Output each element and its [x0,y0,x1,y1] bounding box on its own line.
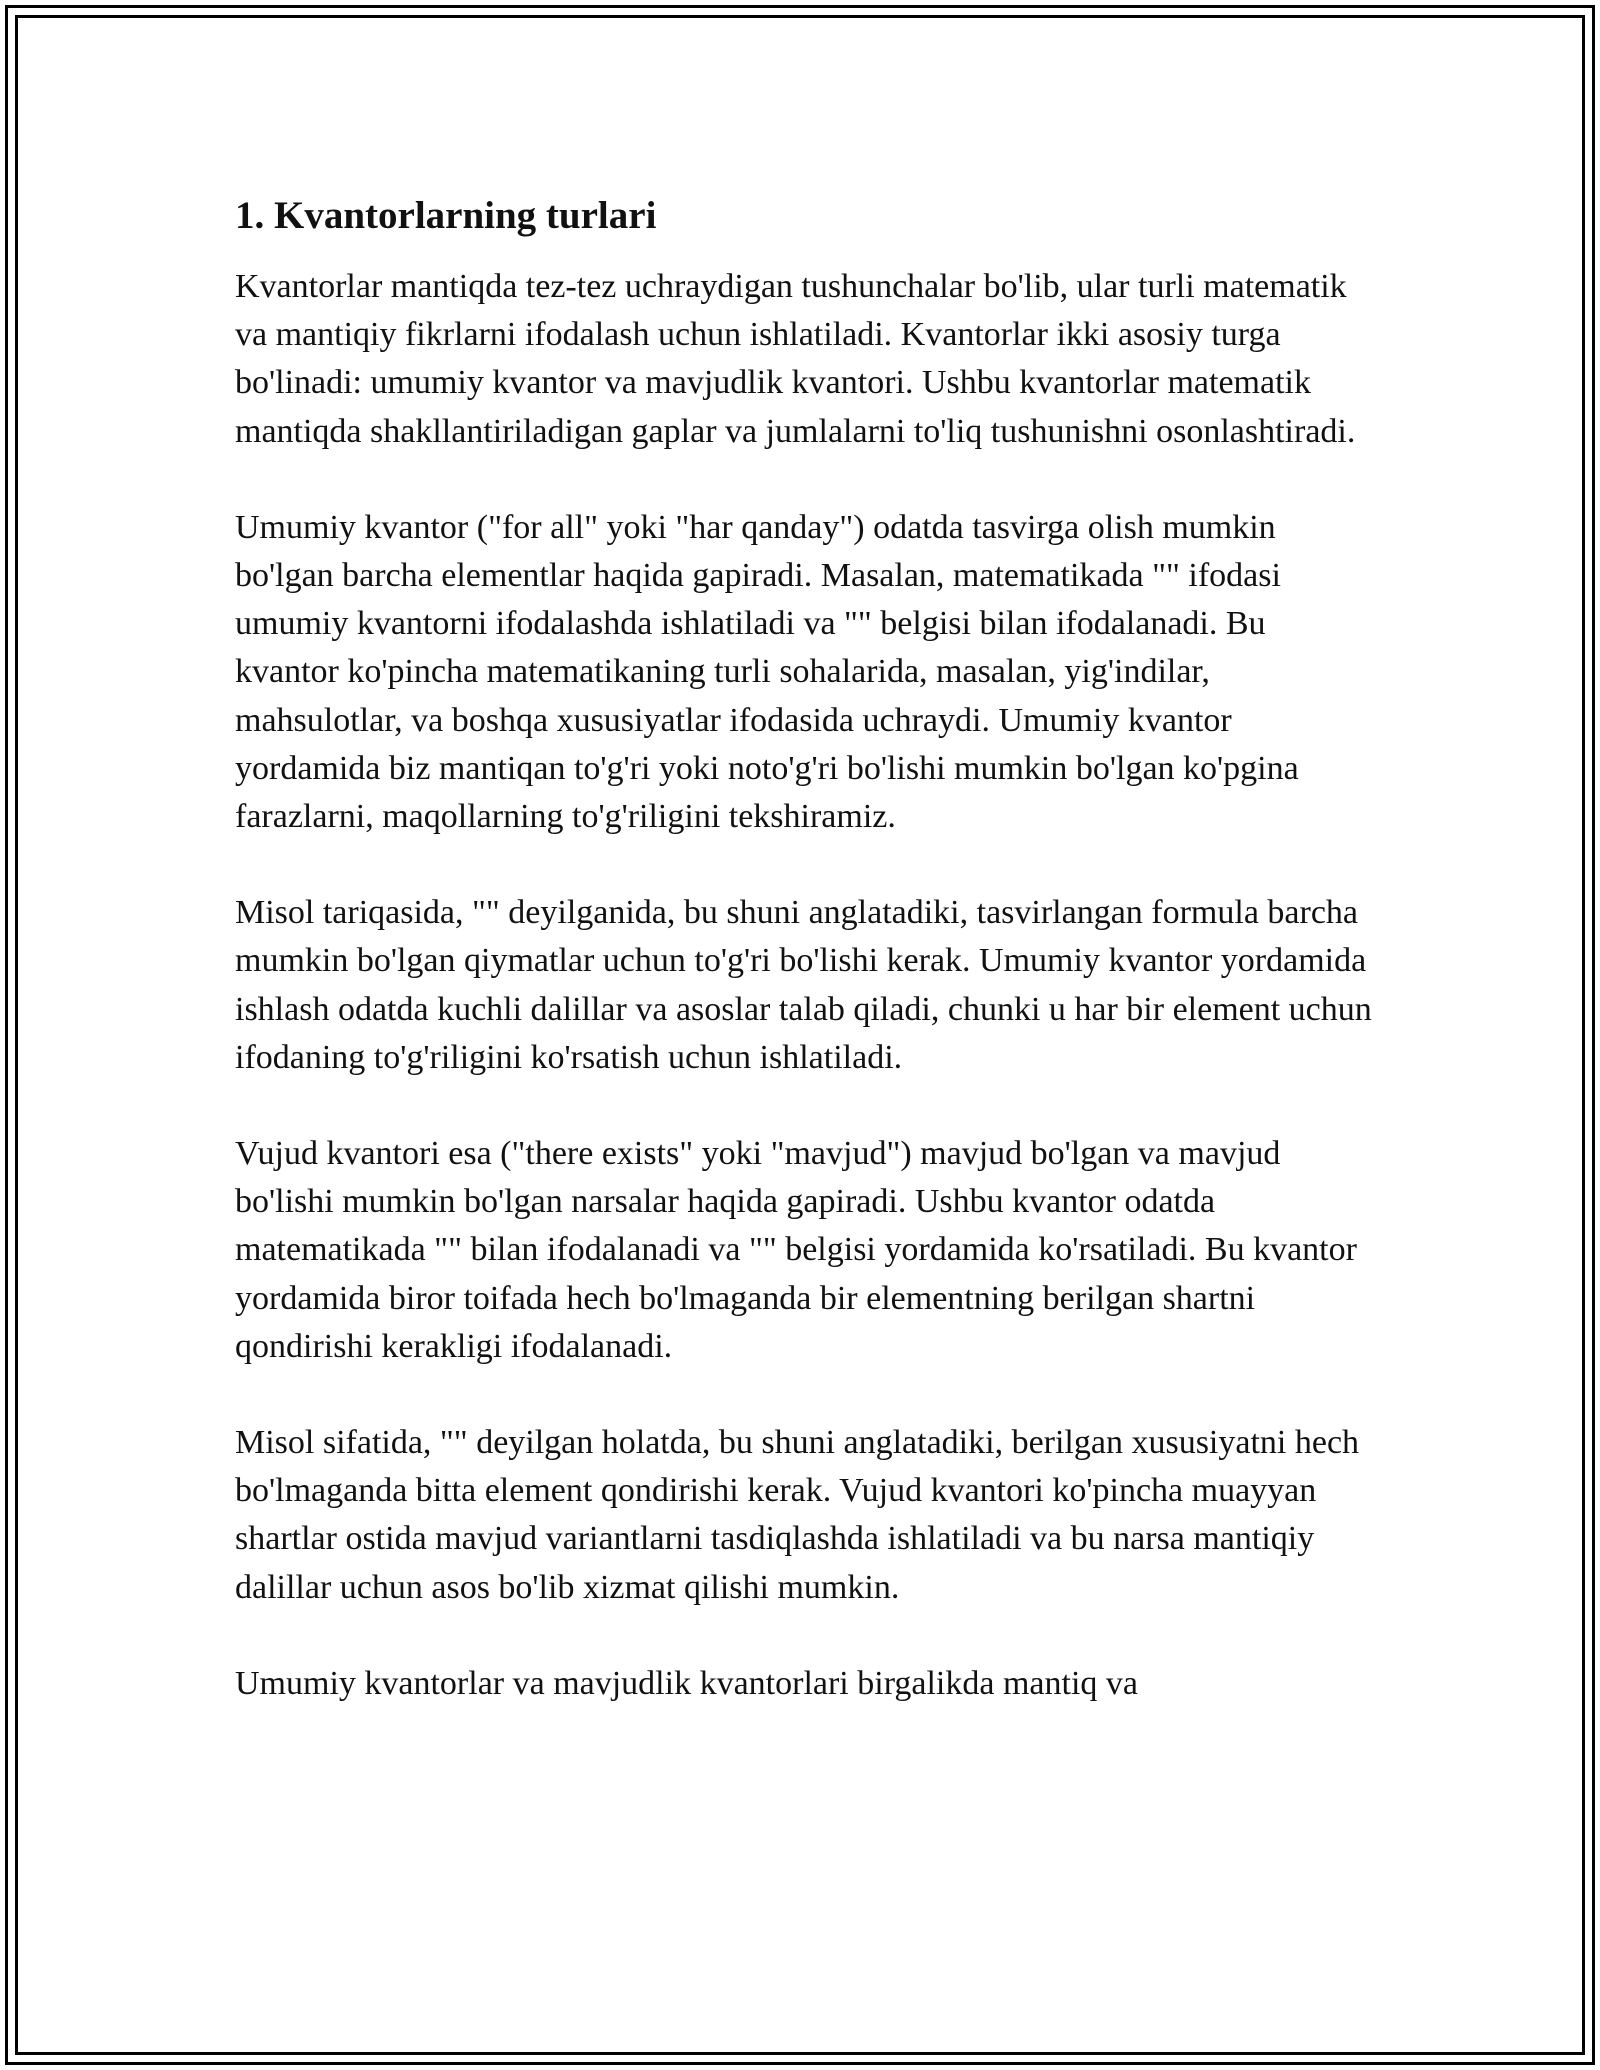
paragraph-universal-example: Misol tariqasida, "" deyilganida, bu shuni anglatadiki, tasvirlangan formula barcha mumkin bo'lgan qiymatlar uchun to'g'ri bo'lishi kerak. Umumiy kvantor yordamida ishlash odatda kuchli dalillar va asoslar talab qiladi, chunki u har bir element uchun ifodaning to'g'riligini ko'rsatish uchun ishlatiladi. [235,894,1372,1076]
paragraph-existential-quantifier: Vujud kvantori esa ("there exists" yoki "mavjud") mavjud bo'lgan va mavjud bo'lishi mumkin bo'lgan narsalar haqida gapiradi. Ushbu kvantor odatda matematikada "" bilan ifodalanadi va "" belgisi yordamida ko'rsatiladi. Bu kvantor yordamida biror toifada hech bo'lmaganda bir elementning berilgan shartni qondirishi kerakligi ifodalanadi. [235,1135,1357,1365]
section-heading: 1. Kvantorlarning turlari [235,194,657,237]
document-body [235,188,1375,1756]
paragraph-conclusion: Umumiy kvantorlar va mavjudlik kvantorlari birgalikda mantiq va [235,1664,1138,1702]
paragraph-existential-example: Misol sifatida, "" deyilgan holatda, bu shuni anglatadiki, berilgan xususiyatni hech bo'lmaganda bitta element qondirishi kerak. Vujud kvantori ko'pincha muayyan shartlar ostida mavjud variantlarni tasdiqlashda ishlatiladi va bu narsa mantiqiy dalillar uchun asos bo'lib xizmat qilishi mumkin. [235,1424,1360,1606]
paragraph-intro: Kvantorlar mantiqda tez-tez uchraydigan tushunchalar bo'lib, ular turli matematik va mantiqiy fikrlarni ifodalash uchun ishlatiladi. Kvantorlar ikki asosiy turga bo'linadi: umumiy kvantor va mavjudlik kvantori. Ushbu kvantorlar matematik mantiqda shakllantiriladigan gaplar va jumlalarni to'liq tushunishni osonlashtiradi. [235,268,1356,450]
paragraph-universal-quantifier: Umumiy kvantor ("for all" yoki "har qanday") odatda tasvirga olish mumkin bo'lgan barcha elementlar haqida gapiradi. Masalan, matematikada "" ifodasi umumiy kvantorni ifodalashda ishlatiladi va "" belgisi bilan ifodalanadi. Bu kvantor ko'pincha matematikaning turli sohalarida, masalan, yig'indilar, mahsulotlar, va boshqa xususiyatlar ifodasida uchraydi. Umumiy kvantor yordamida biz mantiqan to'g'ri yoki noto'g'ri bo'lishi mumkin bo'lgan ko'pgina farazlarni, maqollarning to'g'riligini tekshiramiz. [235,508,1299,836]
